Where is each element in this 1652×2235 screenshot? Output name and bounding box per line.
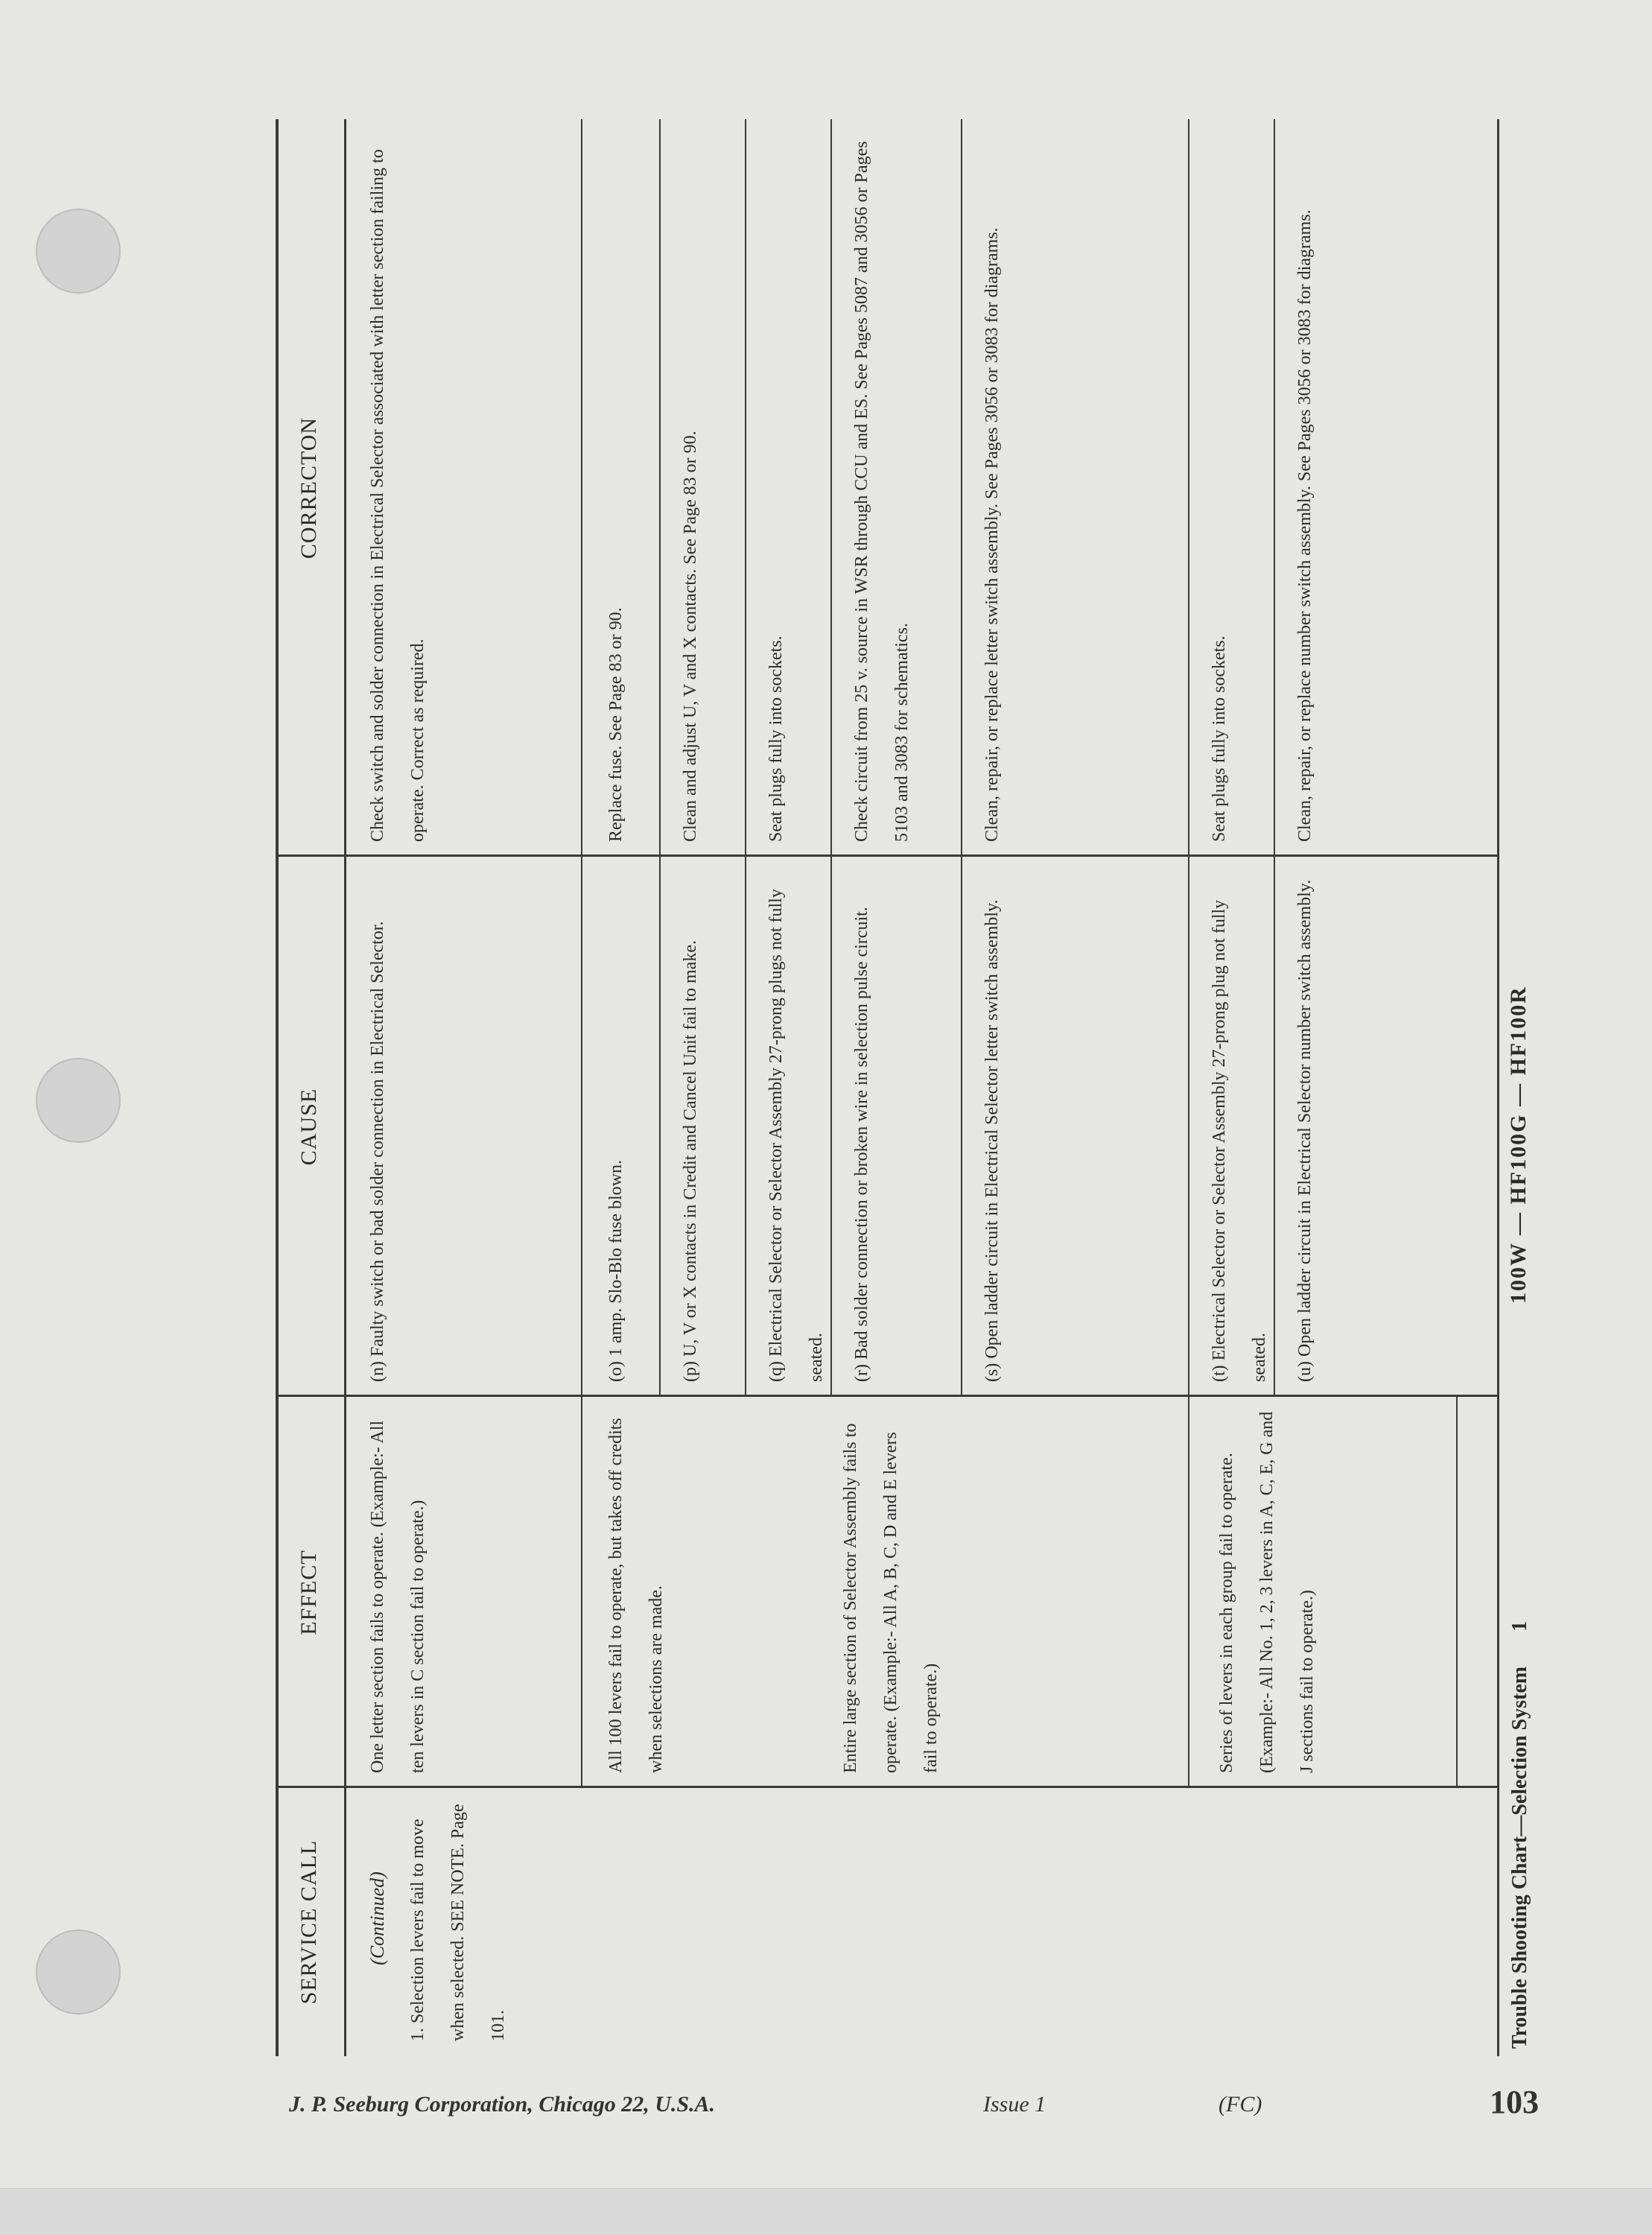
continued-label: (Continued) [366, 1871, 388, 1965]
col-divider [276, 1395, 1497, 1397]
rotated-table-page [276, 119, 1557, 2056]
effect-divider [1456, 1397, 1458, 1787]
correction-cell: Seat plugs fully into sockets. [766, 635, 786, 842]
header-correction: CORRECTON [296, 416, 321, 559]
scanner-edge [0, 2188, 1652, 2235]
row-divider [581, 119, 582, 1395]
correction-cell: Seat plugs fully into sockets. [1210, 635, 1229, 842]
company-name: J. P. Seeburg Corporation, Chicago 22, U.S.A. [289, 2092, 716, 2117]
service-call-cell [358, 1795, 518, 2041]
service-call-text: 1. Selection levers fail to move when selected. SEE NOTE. Page 101. [408, 1804, 508, 2041]
row-divider [745, 119, 746, 1395]
row-divider [830, 119, 832, 1395]
col-divider [276, 855, 1497, 857]
effect-cell: Series of levers in each group fail to operate. (Example:- All No. 1, 2, 3 levers in A, C, E, G and J sections fail to operate.) [1217, 1411, 1317, 1773]
model-numbers: 100W — HF100G — HF100R [1506, 986, 1531, 1304]
chart-title-text: Trouble Shooting Chart—Selection System [1508, 1666, 1531, 2049]
binder-hole [36, 209, 121, 294]
cause-cell: (n) Faulty switch or bad solder connection in Electrical Selector. [368, 921, 387, 1382]
page-number: 103 [1490, 2084, 1539, 2120]
row-divider [961, 119, 962, 1395]
cause-cell: (o) 1 amp. Slo-Blo fuse blown. [606, 1160, 626, 1382]
header-cause: CAUSE [296, 1088, 321, 1166]
header-effect: EFFECT [296, 1550, 321, 1635]
effect-cell: Entire large section of Selector Assembly fails to operate. (Example:- All A, B, C, D and E levers fail to operate.) [841, 1423, 941, 1773]
binder-hole [36, 1930, 121, 2014]
header-service-call: SERVICE CALL [296, 1839, 321, 2005]
binder-hole [36, 1058, 121, 1143]
row-divider [1274, 119, 1275, 1395]
row-divider [659, 119, 661, 1395]
cause-cell: (s) Open ladder circuit in Electrical Selector letter switch assembly. [982, 899, 1002, 1382]
correction-cell: Clean, repair, or replace letter switch assembly. See Pages 3056 or 3083 for diagrams. [982, 227, 1002, 842]
cause-cell: (q) Electrical Selector or Selector Assembly 27-prong plugs not fully seated. [766, 889, 826, 1382]
effect-cell: One letter section fails to operate. (Example:- All ten levers in C section fail to operate.) [368, 1420, 428, 1773]
issue-label: Issue 1 [983, 2092, 1046, 2117]
cause-cell: (u) Open ladder circuit in Electrical Selector number switch assembly. [1295, 879, 1315, 1382]
chart-number: 1 [1508, 1620, 1531, 1632]
correction-cell: Clean and adjust U, V and X contacts. See Page 83 or 90. [681, 431, 700, 842]
cause-cell: (r) Bad solder connection or broken wire in selection pulse circuit. [852, 907, 871, 1382]
effect-cell: All 100 levers fail to operate, but takes off credits when selections are made. [606, 1418, 666, 1773]
effect-divider [1188, 1397, 1189, 1787]
table-bottom-rule [1497, 119, 1499, 2056]
correction-cell: Clean, repair, or replace number switch assembly. See Pages 3056 or 3083 for diagrams. [1295, 209, 1315, 842]
row-divider [1188, 119, 1189, 1395]
correction-cell: Replace fuse. See Page 83 or 90. [606, 607, 626, 842]
correction-cell: Check switch and solder connection in Electrical Selector associated with letter section failing to operate. Correct as required. [368, 149, 428, 842]
chart-title [1508, 1621, 1532, 2049]
cause-cell: (t) Electrical Selector or Selector Assembly 27-prong plug not fully seated. [1210, 899, 1269, 1382]
code-label: (FC) [1219, 2092, 1262, 2117]
correction-cell: Check circuit from 25 v. source in WSR through CCU and ES. See Pages 5087 and 3056 or Pages 5103 and 3083 for schematics. [852, 141, 912, 842]
cause-cell: (p) U, V or X contacts in Credit and Cancel Unit fail to make. [681, 940, 700, 1382]
header-rule [344, 119, 346, 2056]
col-divider [276, 1786, 1497, 1788]
effect-divider [581, 1397, 582, 1787]
